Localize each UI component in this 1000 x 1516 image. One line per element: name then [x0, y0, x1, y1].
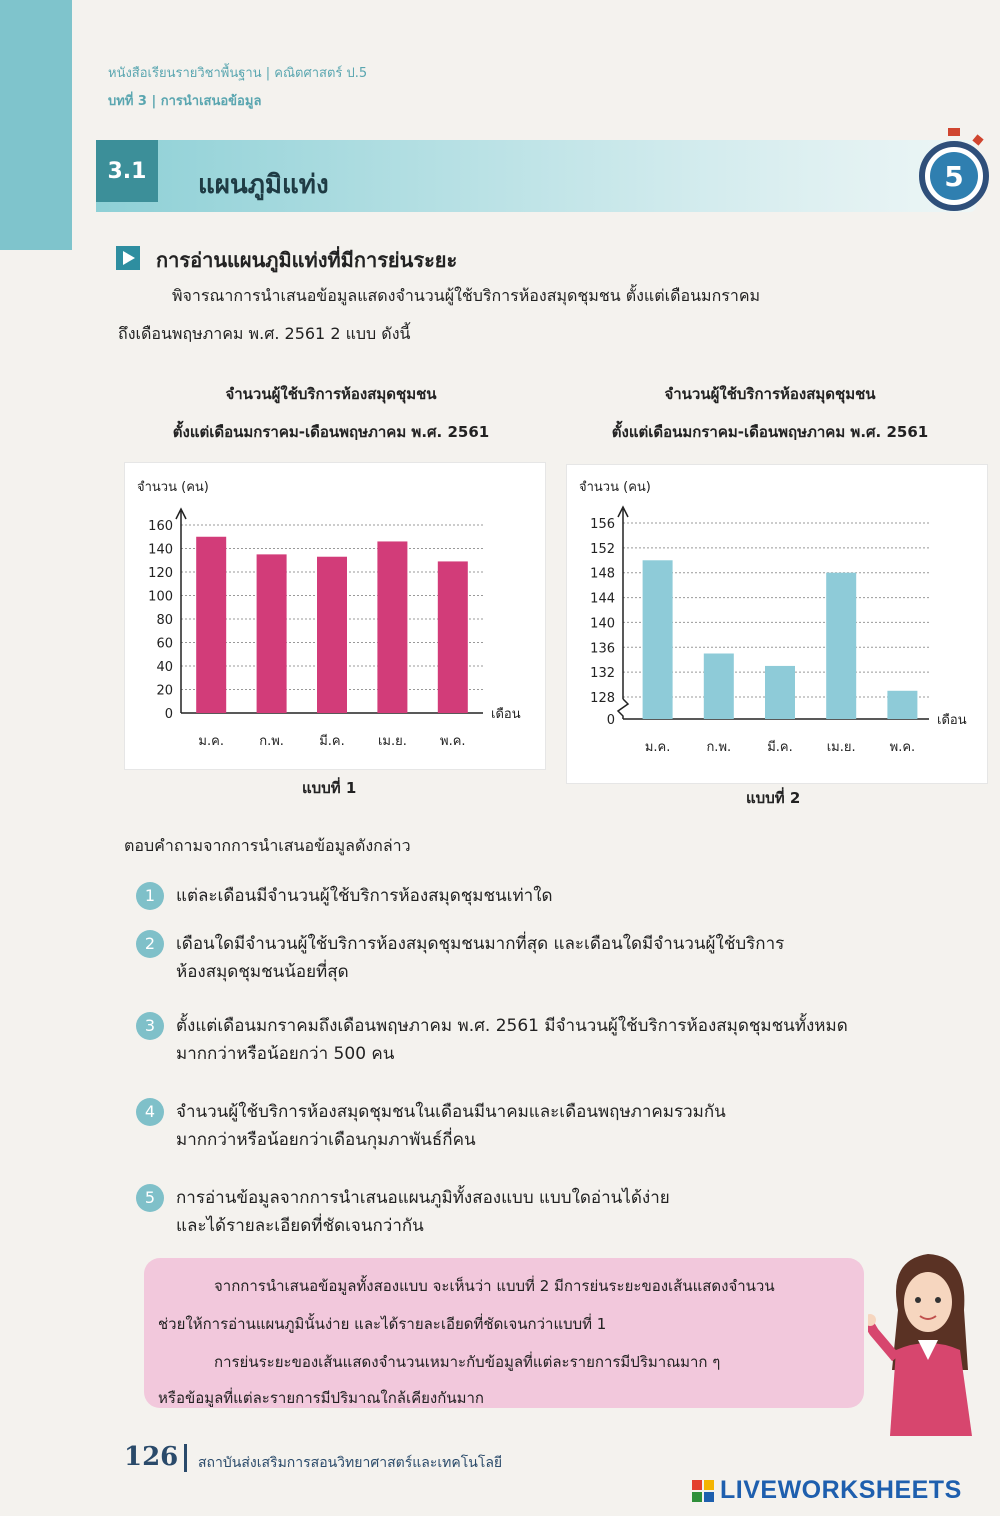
chart2-title-line2: ตั้งแต่เดือนมกราคม-เดือนพฤษภาคม พ.ศ. 2561	[611, 423, 929, 441]
question-number: 4	[136, 1098, 164, 1126]
bar	[704, 654, 734, 720]
bar	[826, 573, 856, 719]
y-tick-label: 144	[590, 591, 615, 607]
question-text-line: การอ่านข้อมูลจากการนำเสนอแผนภูมิทั้งสองแบบ แบบใดอ่านได้ง่าย	[176, 1188, 670, 1208]
question-number: 1	[136, 882, 164, 910]
x-tick-label: มี.ค.	[767, 740, 793, 755]
question-1	[136, 882, 946, 910]
liveworksheets-logo-icon	[692, 1480, 716, 1502]
bar	[196, 537, 226, 713]
x-tick-label: เม.ย.	[377, 734, 407, 749]
question-2	[136, 930, 946, 986]
section-title: แผนภูมิแท่ง	[198, 170, 329, 200]
y-tick-label: 100	[148, 589, 173, 605]
summary-line-3: การย่นระยะของเส้นแสดงจำนวนเหมาะกับข้อมูลที่แต่ละรายการมีปริมาณมาก ๆ	[214, 1353, 721, 1371]
bar	[257, 554, 287, 713]
stopwatch-icon	[918, 126, 990, 212]
y-tick-label: 40	[156, 660, 173, 675]
question-text-line: ตั้งแต่เดือนมกราคมถึงเดือนพฤษภาคม พ.ศ. 2561 มีจำนวนผู้ใช้บริการห้องสมุดชุมชนทั้งหมด	[176, 1016, 848, 1036]
x-axis-label: เดือน	[937, 713, 967, 728]
x-tick-label: มี.ค.	[319, 734, 345, 749]
footer-divider	[184, 1444, 187, 1472]
subsection-heading: การอ่านแผนภูมิแท่งที่มีการย่นระยะ	[156, 248, 458, 272]
y-tick-label: 0	[606, 713, 615, 728]
play-bullet-icon	[116, 246, 140, 270]
y-axis-label: จำนวน (คน)	[137, 480, 209, 495]
y-tick-label: 20	[156, 683, 173, 699]
chart2-svg	[567, 465, 987, 783]
y-tick-label: 0	[164, 707, 173, 722]
chart1-caption: แบบที่ 1	[302, 779, 357, 797]
y-axis-label: จำนวน (คน)	[579, 480, 651, 495]
bar	[377, 541, 407, 713]
y-tick-label: 148	[590, 566, 615, 582]
y-tick-label: 80	[156, 613, 173, 628]
page-corner-decoration	[0, 0, 72, 250]
question-text-line: และได้รายละเอียดที่ชัดเจนกว่ากัน	[176, 1216, 424, 1236]
chart1-box	[124, 462, 546, 770]
x-axis-label: เดือน	[491, 707, 521, 722]
chapter-header: บทที่ 3 | การนำเสนอข้อมูล	[108, 94, 262, 109]
chart2-title-line1: จำนวนผู้ใช้บริการห้องสมุดชุมชน	[664, 385, 876, 403]
question-3	[136, 1012, 946, 1068]
chart2-box	[566, 464, 988, 784]
summary-line-1: จากการนำเสนอข้อมูลทั้งสองแบบ จะเห็นว่า แบบที่ 2 มีการย่นระยะของเส้นแสดงจำนวน	[214, 1277, 775, 1295]
y-tick-label: 132	[590, 666, 615, 682]
intro-line-1: พิจารณาการนำเสนอข้อมูลแสดงจำนวนผู้ใช้บริการห้องสมุดชุมชน ตั้งแต่เดือนมกราคม	[172, 286, 761, 305]
y-tick-label: 60	[156, 636, 173, 652]
question-4	[136, 1098, 946, 1154]
x-tick-label: พ.ค.	[440, 734, 466, 749]
x-tick-label: ม.ค.	[644, 740, 671, 755]
chart1-title-line1: จำนวนผู้ใช้บริการห้องสมุดชุมชน	[225, 385, 437, 403]
bar	[317, 557, 347, 713]
chart2-caption: แบบที่ 2	[746, 789, 801, 807]
book-header: หนังสือเรียนรายวิชาพื้นฐาน | คณิตศาสตร์ ป.5	[108, 66, 368, 81]
chart1-svg	[125, 463, 545, 769]
axis-break-mark	[618, 699, 628, 719]
x-tick-label: ก.พ.	[259, 734, 284, 749]
x-tick-label: ม.ค.	[198, 734, 224, 749]
bar	[643, 560, 673, 719]
chart1-title-line2: ตั้งแต่เดือนมกราคม-เดือนพฤษภาคม พ.ศ. 2561	[172, 423, 490, 441]
question-text-line: เดือนใดมีจำนวนผู้ใช้บริการห้องสมุดชุมชนมากที่สุด และเดือนใดมีจำนวนผู้ใช้บริการ	[176, 934, 785, 954]
y-tick-label: 160	[148, 519, 173, 534]
y-tick-label: 140	[590, 616, 615, 632]
question-number: 2	[136, 930, 164, 958]
intro-line-2: ถึงเดือนพฤษภาคม พ.ศ. 2561 2 แบบ ดังนี้	[118, 324, 411, 343]
timer-number: 5	[944, 160, 964, 193]
y-tick-label: 152	[590, 541, 615, 557]
page-number: 126	[124, 1442, 179, 1472]
question-text-line: จำนวนผู้ใช้บริการห้องสมุดชุมชนในเดือนมีนาคมและเดือนพฤษภาคมรวมกัน	[176, 1102, 726, 1122]
question-number: 5	[136, 1184, 164, 1212]
question-text-line: แต่ละเดือนมีจำนวนผู้ใช้บริการห้องสมุดชุมชนเท่าใด	[176, 886, 553, 906]
y-tick-label: 136	[590, 641, 615, 657]
publisher-name: สถาบันส่งเสริมการสอนวิทยาศาสตร์และเทคโนโลยี	[198, 1455, 503, 1471]
y-tick-label: 128	[590, 691, 615, 706]
questions-intro: ตอบคำถามจากการนำเสนอข้อมูลดังกล่าว	[124, 836, 411, 855]
teacher-illustration	[868, 1240, 986, 1436]
y-tick-label: 140	[148, 542, 173, 558]
y-tick-label: 120	[148, 566, 173, 581]
x-tick-label: เม.ย.	[826, 740, 856, 755]
question-text-line: มากกว่าหรือน้อยกว่าเดือนกุมภาพันธ์กี่คน	[176, 1130, 476, 1150]
summary-line-4: หรือข้อมูลที่แต่ละรายการมีปริมาณใกล้เคียงกันมาก	[158, 1389, 484, 1407]
bar	[438, 561, 468, 713]
summary-line-2: ช่วยให้การอ่านแผนภูมินั้นง่าย และได้รายละเอียดที่ชัดเจนกว่าแบบที่ 1	[158, 1315, 607, 1333]
x-tick-label: พ.ค.	[889, 740, 916, 755]
section-number: 3.1	[96, 140, 158, 202]
question-text-line: ห้องสมุดชุมชนน้อยที่สุด	[176, 962, 349, 982]
question-5	[136, 1184, 946, 1240]
liveworksheets-watermark: LIVEWORKSHEETS	[720, 1476, 962, 1504]
question-text-line: มากกว่าหรือน้อยกว่า 500 คน	[176, 1044, 395, 1064]
bar	[765, 666, 795, 719]
question-number: 3	[136, 1012, 164, 1040]
x-tick-label: ก.พ.	[706, 740, 732, 755]
bar	[887, 691, 917, 719]
y-tick-label: 156	[590, 517, 615, 532]
